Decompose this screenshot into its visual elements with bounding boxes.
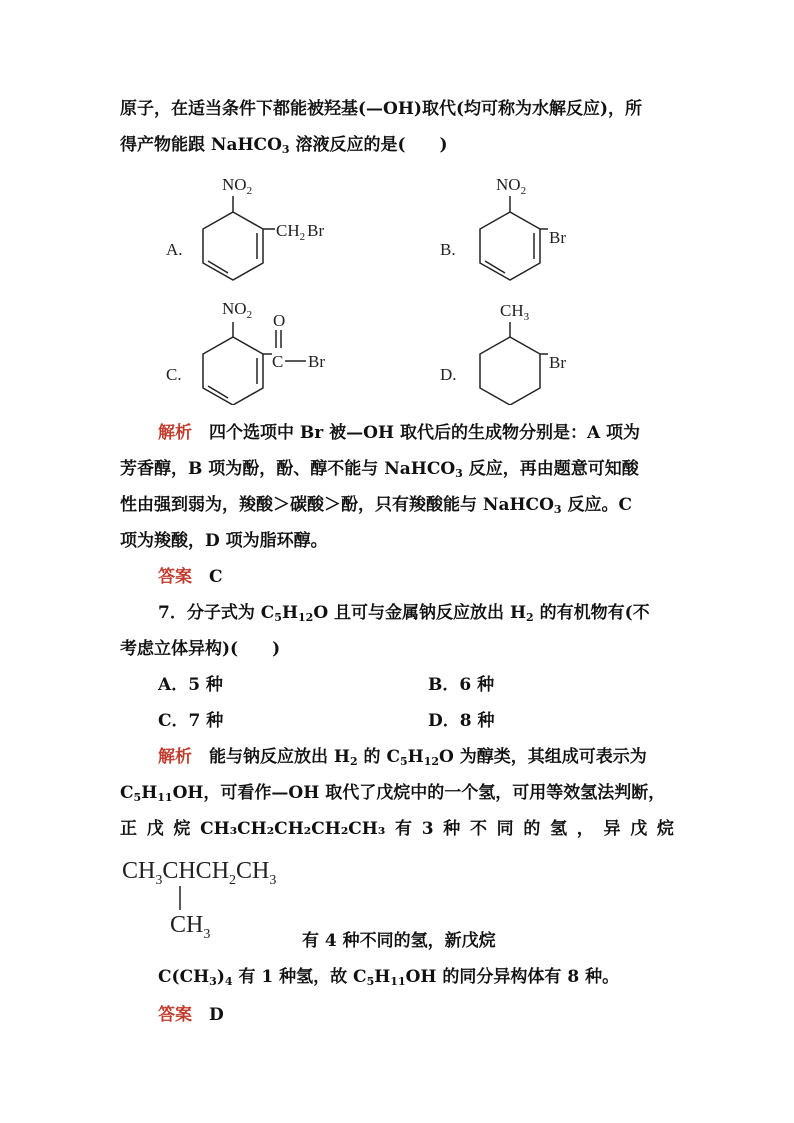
option-b-nitro: $NO_2$ [496, 175, 527, 197]
option-a-label: A. [166, 240, 183, 259]
structure-options [0, 165, 794, 405]
q7-analysis-line-2: $C_5H_{11}OH$，可看作—OH 取代了戊烷中的一个氢，可用等效氢法判断， [120, 783, 666, 804]
option-d-methyl: $CH_3$ [500, 301, 530, 323]
analysis-label: 解析 [158, 423, 192, 443]
q6-answer: 答案 C [158, 567, 223, 587]
q6-stem-line-2: 得产物能跟 NaHCO$_3$ 溶液反应的是( ) [120, 135, 448, 156]
q7-option-d: D．8 种 [428, 711, 495, 731]
q6-analysis-line-4: 项为羧酸，D 项为脂环醇。 [120, 531, 328, 551]
option-b-structure [440, 175, 566, 280]
q6-analysis-line-1: 解析 四个选项中 Br 被—OH 取代后的生成物分别是：A 项为 [158, 423, 641, 443]
q7-option-b: B．6 种 [428, 675, 495, 695]
option-b-br: Br [549, 228, 566, 247]
q7-option-a: A．5 种 [158, 675, 223, 695]
option-d-structure [440, 301, 566, 405]
q7-analysis-line-1: 解析 能与钠反应放出 $H_2$ 的 $C_5H_{12}O$ 为醇类，其组成可表示为 [158, 747, 647, 768]
option-c-structure [166, 299, 325, 405]
q7-analysis-line-5: $C(CH_3)_4$ 有 1 种氢，故 $C_5H_{11}OH$ 的同分异构体有 8 种。 [158, 967, 620, 988]
answer-label: 答案 [158, 567, 192, 587]
q7-analysis-line-3: 正 戊 烷 CH₃CH₂CH₂CH₂CH₃ 有 3 种 不 同 的 氢 ， 异 戊 烷 [120, 819, 674, 839]
option-a-nitro: $NO_2$ [222, 175, 253, 197]
q6-analysis-line-3: 性由强到弱为，羧酸＞碳酸＞酚，只有羧酸能与 NaHCO$_3$ 反应。C [120, 495, 632, 516]
q7-stem-line-1: 7．分子式为 $C_5H_{12}O$ 且可与金属钠反应放出 $H_2$ 的有机物有(不 [158, 603, 650, 624]
option-a-structure [166, 175, 324, 280]
option-c-oxygen: O [273, 311, 286, 330]
q7-answer: 答案 D [158, 1005, 224, 1025]
analysis-label: 解析 [158, 747, 192, 767]
option-c-nitro: $NO_2$ [222, 299, 253, 321]
option-c-br: Br [308, 352, 325, 371]
q6-stem-line-1: 原子，在适当条件下都能被羟基(—OH)取代(均可称为水解反应)，所 [120, 99, 643, 119]
option-d-label: D. [440, 365, 457, 384]
q6-analysis-line-2: 芳香醇，B 项为酚，酚、醇不能与 NaHCO$_3$ 反应，再由题意可知酸 [120, 459, 639, 480]
q7-option-c: C．7 种 [158, 711, 224, 731]
answer-label: 答案 [158, 1005, 192, 1025]
isopentane-branch: $CH_3$ [170, 912, 211, 942]
option-d-br: Br [549, 353, 566, 372]
isopentane-main-chain: $CH_3CHCH_2CH_3$ [122, 858, 277, 888]
q7-stem-line-2: 考虑立体异构)( ) [120, 639, 281, 659]
q7-analysis-line-4: 有 4 种不同的氢，新戊烷 [302, 931, 496, 951]
option-c-carbon: C [272, 352, 284, 371]
option-a-ch2br: $CH_2$ Br [276, 221, 325, 243]
option-c-label: C. [166, 365, 182, 384]
option-b-label: B. [440, 240, 456, 259]
